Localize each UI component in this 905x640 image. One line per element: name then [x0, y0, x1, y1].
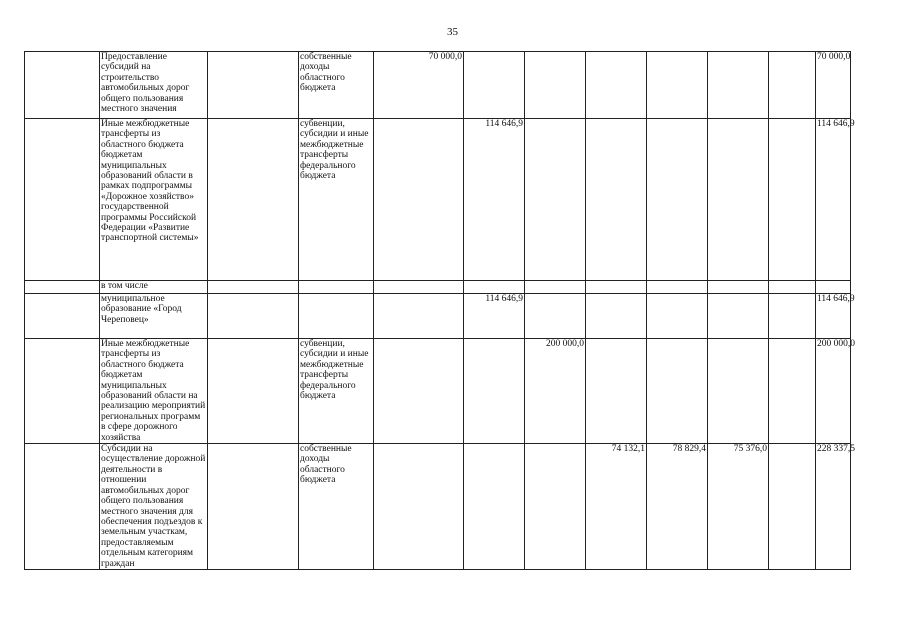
cell-value	[586, 294, 647, 339]
empty-cell	[208, 119, 299, 281]
cell-value	[525, 119, 586, 281]
row-total	[816, 281, 851, 294]
row-total: 114 646,9	[816, 119, 851, 281]
empty-cell	[208, 339, 299, 444]
table-row	[25, 52, 851, 119]
cell-value: 200 000,0	[525, 339, 586, 444]
row-source: собственные доходы областного бюджета	[299, 444, 374, 570]
cell-value	[525, 52, 586, 119]
cell-value	[647, 119, 708, 281]
cell-value: 75 376,0	[708, 444, 769, 570]
row-description: Иные межбюджетные трансферты из областного бюджета бюджетам муниципальных образований области в рамках подпрограммы «Дорожное хозяйство» государственной программы Российской Федерации «Развитие транспортной системы»	[100, 119, 208, 281]
row-total: 70 000,0	[816, 52, 851, 119]
cell-value	[708, 281, 769, 294]
cell-value	[374, 119, 464, 281]
row-description: Субсидии на осуществление дорожной деятельности в отношении автомобильных дорог общего пользования местного значения для обеспечения подъездов к земельным участкам, предоставляемым отдельным категориям граждан	[100, 444, 208, 570]
empty-cell	[25, 52, 100, 119]
empty-cell	[25, 294, 100, 339]
table-row	[25, 339, 851, 444]
row-total: 200 000,0	[816, 339, 851, 444]
cell-value	[647, 339, 708, 444]
cell-value	[708, 119, 769, 281]
cell-value	[586, 281, 647, 294]
budget-table	[24, 51, 855, 570]
cell-value: 114 646,9	[464, 119, 525, 281]
row-source: собственные доходы областного бюджета	[299, 52, 374, 119]
cell-value	[464, 52, 525, 119]
cell-value	[769, 444, 816, 570]
row-description: Предоставление субсидий на строительство автомобильных дорог общего пользования местного значения	[100, 52, 208, 119]
cell-value: 74 132,1	[586, 444, 647, 570]
cell-value	[769, 339, 816, 444]
empty-cell	[25, 281, 100, 294]
cell-value	[586, 339, 647, 444]
empty-cell	[25, 339, 100, 444]
cell-value	[374, 339, 464, 444]
row-description: в том числе	[100, 281, 208, 294]
row-total: 114 646,9	[816, 294, 851, 339]
row-total: 228 337,5	[816, 444, 851, 570]
cell-value	[374, 281, 464, 294]
row-source	[299, 294, 374, 339]
cell-value	[708, 294, 769, 339]
cell-value: 70 000,0	[374, 52, 464, 119]
cell-value	[586, 119, 647, 281]
cell-value	[525, 281, 586, 294]
empty-cell	[208, 52, 299, 119]
page-number: 35	[447, 26, 458, 38]
cell-value	[525, 444, 586, 570]
cell-value	[708, 339, 769, 444]
cell-value	[586, 52, 647, 119]
cell-value	[464, 444, 525, 570]
cell-value	[374, 444, 464, 570]
table-row	[25, 281, 851, 294]
cell-value	[647, 281, 708, 294]
cell-value	[769, 294, 816, 339]
cell-value	[464, 339, 525, 444]
cell-value	[647, 294, 708, 339]
row-description: Иные межбюджетные трансферты из областного бюджета бюджетам муниципальных образований области на реализацию мероприятий региональных программ в сфере дорожного хозяйства	[100, 339, 208, 444]
cell-value	[769, 281, 816, 294]
cell-value: 78 829,4	[647, 444, 708, 570]
row-source: субвенции, субсидии и иные межбюджетные трансферты федерального бюджета	[299, 339, 374, 444]
table-row	[25, 444, 851, 570]
row-source: субвенции, субсидии и иные межбюджетные трансферты федерального бюджета	[299, 119, 374, 281]
empty-cell	[208, 294, 299, 339]
cell-value: 114 646,9	[464, 294, 525, 339]
cell-value	[647, 52, 708, 119]
cell-value	[769, 52, 816, 119]
empty-cell	[208, 281, 299, 294]
cell-value	[374, 294, 464, 339]
empty-cell	[208, 444, 299, 570]
cell-value	[708, 52, 769, 119]
table-row	[25, 119, 851, 281]
cell-value	[769, 119, 816, 281]
cell-value	[464, 281, 525, 294]
cell-value	[525, 294, 586, 339]
row-source	[299, 281, 374, 294]
empty-cell	[25, 444, 100, 570]
empty-cell	[25, 119, 100, 281]
table-row	[25, 294, 851, 339]
row-description: муниципальное образование «Город Череповец»	[100, 294, 208, 339]
